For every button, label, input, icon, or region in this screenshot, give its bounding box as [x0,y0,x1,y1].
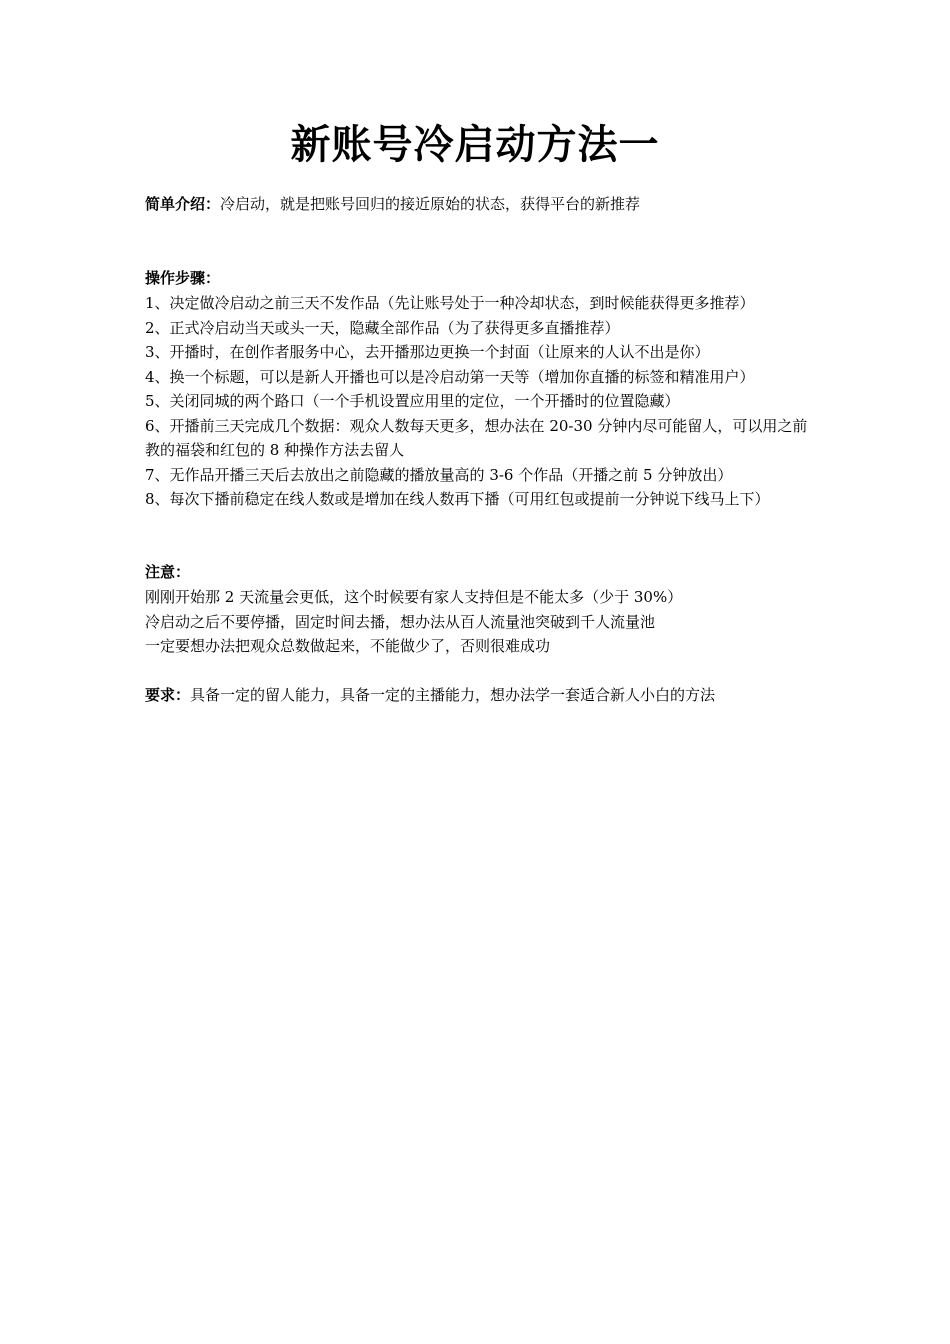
intro-label: 简单介绍： [145,196,221,213]
steps-section [145,267,815,512]
step-item-5: 5、关闭同城的两个路口（一个手机设置应用里的定位，一个开播时的位置隐藏） [145,392,680,410]
spacer [145,512,815,561]
intro-text: 冷启动，就是把账号回归的接近原始的状态，获得平台的新推荐 [220,195,641,213]
spacer [145,659,815,683]
notes-section [145,561,815,659]
note-item-3: 一定要想办法把观众总数做起来，不能做少了，否则很难成功 [145,637,551,655]
step-item-6: 6、开播前三天完成几个数据：观众人数每天更多，想办法在 20-30 分钟内尽可能留人，可以用之前教的福袋和红包的 8 种操作方法去留人 [145,416,808,459]
spacer [145,218,815,267]
step-item-2: 2、正式冷启动当天或头一天，隐藏全部作品（为了获得更多直播推荐） [145,318,620,337]
step-item-8: 8、每次下播前稳定在线人数或是增加在线人数再下播（可用红包或提前一分钟说下线马上下） [145,490,770,508]
requirements-paragraph [145,683,815,709]
step-item-3: 3、开播时，在创作者服务中心，去开播那边更换一个封面（让原来的人认不出是你） [145,343,710,361]
steps-label: 操作步骤： [145,269,221,287]
notes-label: 注意： [145,563,191,581]
requirements-label: 要求： [145,686,191,704]
requirements-text: 具备一定的留人能力，具备一定的主播能力，想办法学一套适合新人小白的方法 [190,685,716,704]
step-item-4: 4、换一个标题，可以是新人开播也可以是冷启动第一天等（增加你直播的标签和精准用户） [145,367,755,386]
intro-paragraph [145,192,815,218]
step-item-1: 1、决定做冷启动之前三天不发作品（先让账号处于一种冷却状态，到时候能获得更多推荐） [145,294,755,312]
step-item-7: 7、无作品开播三天后去放出之前隐藏的播放量高的 3-6 个作品（开播之前 5 分钟放出） [145,465,733,484]
note-item-1: 刚刚开始那 2 天流量会更低，这个时候要有家人支持但是不能太多（少于 30%） [145,588,683,606]
document-title: 新账号冷启动方法一 [290,121,660,168]
document-body [145,192,815,708]
note-item-2: 冷启动之后不要停播，固定时间去播，想办法从百人流量池突破到千人流量池 [145,612,656,631]
